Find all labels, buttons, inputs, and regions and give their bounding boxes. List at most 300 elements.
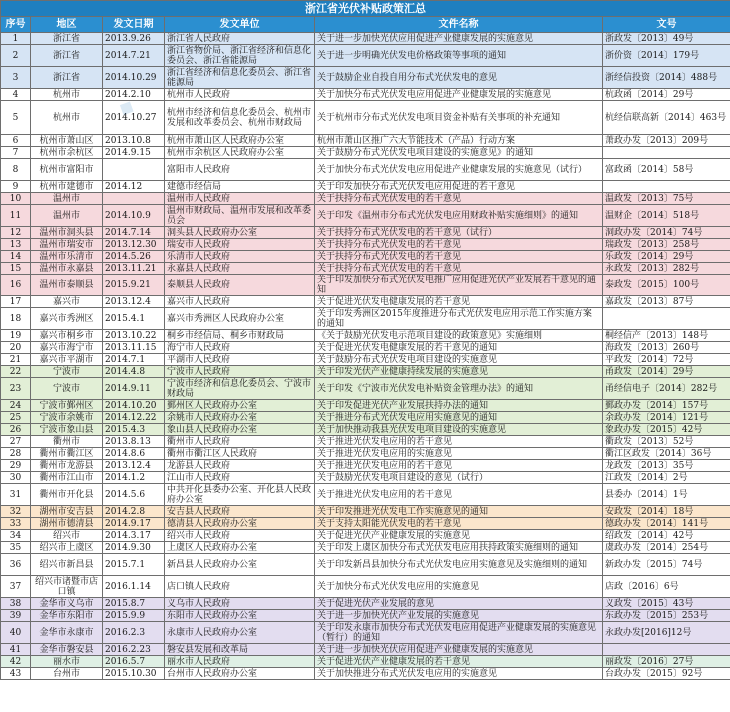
- cell-no: 24: [1, 400, 31, 412]
- cell-region: 温州市永嘉县: [31, 263, 103, 275]
- cell-issuer: 东阳市人民政府办公室: [165, 610, 315, 622]
- cell-doc-name: 关于印发《温州市分布式光伏发电应用财政补贴实施细则》的通知: [315, 205, 603, 227]
- cell-date: 2016.2.23: [103, 644, 165, 656]
- table-row: [1, 436, 730, 448]
- cell-doc-name: 关于印发新昌县加快分布式光伏发电应用实施意见及实施细则的通知: [315, 554, 603, 576]
- table-row: [1, 484, 730, 506]
- table-row: [1, 506, 730, 518]
- cell-doc-number: 甬政发〔2014〕29号: [603, 366, 730, 378]
- cell-doc-name: 关于进一步明确光伏发电价格政策等事项的通知: [315, 45, 603, 67]
- cell-doc-name: 关于鼓励分布式光伏发电项目建设的实施意见: [315, 354, 603, 366]
- cell-doc-number: 江政发〔2014〕2号: [603, 472, 730, 484]
- cell-region: 杭州市: [31, 101, 103, 135]
- cell-doc-number: 平政发〔2014〕72号: [603, 354, 730, 366]
- cell-date: 2013.12.4: [103, 296, 165, 308]
- cell-issuer: 衢州市衢江区人民政府: [165, 448, 315, 460]
- cell-no: 40: [1, 622, 31, 644]
- cell-issuer: 富阳市人民政府: [165, 159, 315, 181]
- cell-doc-name: 关于印发光伏产业健康持续发展的实施意见: [315, 366, 603, 378]
- cell-region: 绍兴市新昌县: [31, 554, 103, 576]
- table-row: [1, 89, 730, 101]
- cell-issuer: 宁波市经济和信息化委员会、宁波市财政局: [165, 378, 315, 400]
- cell-issuer: 乐清市人民政府: [165, 251, 315, 263]
- table-row: [1, 668, 730, 680]
- cell-date: 2014.9.17: [103, 518, 165, 530]
- cell-date: 2014.10.20: [103, 400, 165, 412]
- cell-doc-name: 关于印发永康市加快分布式光伏发电应用促进产业健康发展的实施意见（暂行）的通知: [315, 622, 603, 644]
- cell-region: 浙江省: [31, 45, 103, 67]
- cell-region: 温州市瑞安市: [31, 239, 103, 251]
- cell-no: 17: [1, 296, 31, 308]
- cell-issuer: 杭州市经济和信息化委员会、杭州市发展和改革委员会、杭州市财政局: [165, 101, 315, 135]
- cell-doc-number: 桐经信产〔2013〕148号: [603, 330, 730, 342]
- cell-issuer: 德清县人民政府办公室: [165, 518, 315, 530]
- cell-date: 2014.7.1: [103, 354, 165, 366]
- cell-doc-number: 台政办发〔2015〕92号: [603, 668, 730, 680]
- cell-date: 2014.7.14: [103, 227, 165, 239]
- cell-doc-number: 嘉政发〔2013〕87号: [603, 296, 730, 308]
- table-row: [1, 159, 730, 181]
- cell-no: 41: [1, 644, 31, 656]
- cell-region: 金华市东阳市: [31, 610, 103, 622]
- table-row: [1, 378, 730, 400]
- cell-no: 32: [1, 506, 31, 518]
- cell-date: 2014.9.15: [103, 147, 165, 159]
- cell-region: 嘉兴市: [31, 296, 103, 308]
- table-row: [1, 275, 730, 296]
- cell-doc-name: 关于推进光伏发电应用的若干意见: [315, 436, 603, 448]
- table-row: [1, 554, 730, 576]
- cell-no: 28: [1, 448, 31, 460]
- cell-issuer: 衢州市人民政府: [165, 436, 315, 448]
- cell-no: 1: [1, 33, 31, 45]
- cell-doc-name: 关于印发促进光伏产业发展扶持办法的通知: [315, 400, 603, 412]
- table-row: [1, 101, 730, 135]
- cell-doc-name: 杭州市萧山区推广六大节能技术（产品）行动方案: [315, 135, 603, 147]
- cell-date: 2014.10.9: [103, 205, 165, 227]
- cell-region: 温州市洞头县: [31, 227, 103, 239]
- cell-doc-number: 萧政办发〔2013〕209号: [603, 135, 730, 147]
- cell-date: 2015.8.7: [103, 598, 165, 610]
- table-row: [1, 239, 730, 251]
- cell-date: 2014.8.6: [103, 448, 165, 460]
- cell-region: 台州市: [31, 668, 103, 680]
- cell-region: 衢州市: [31, 436, 103, 448]
- cell-doc-name: 关于印发加快分布式光伏发电推广应用促进光伏产业发展若干意见的通知: [315, 275, 603, 296]
- cell-issuer: 新昌县人民政府办公室: [165, 554, 315, 576]
- cell-doc-number: 德政办发〔2014〕141号: [603, 518, 730, 530]
- cell-region: 杭州市: [31, 89, 103, 101]
- cell-no: 35: [1, 542, 31, 554]
- cell-no: 22: [1, 366, 31, 378]
- cell-issuer: 台州市人民政府办公室: [165, 668, 315, 680]
- cell-region: 金华市义乌市: [31, 598, 103, 610]
- cell-doc-number: 衢政发〔2013〕52号: [603, 436, 730, 448]
- cell-no: 25: [1, 412, 31, 424]
- title-row: [1, 1, 730, 17]
- cell-no: 10: [1, 193, 31, 205]
- cell-doc-name: 关于鼓励企业自投自用分布式光伏发电的意见: [315, 67, 603, 89]
- cell-doc-name: 关于进一步加快光伏应用促进产业健康发展的实施意见: [315, 33, 603, 45]
- table-row: [1, 33, 730, 45]
- table-row: [1, 610, 730, 622]
- cell-doc-name: 关于扶持分布式光伏发电的若干意见: [315, 193, 603, 205]
- cell-doc-number: 店政〔2016〕6号: [603, 576, 730, 598]
- cell-doc-name: 关于加快推动我县光伏发电项目建设的实施意见: [315, 424, 603, 436]
- cell-doc-name: 关于推进分布式光伏发电应用实施意见的通知: [315, 412, 603, 424]
- cell-no: 36: [1, 554, 31, 576]
- cell-doc-number: 杭经信联高新〔2014〕463号: [603, 101, 730, 135]
- table-row: [1, 400, 730, 412]
- cell-issuer: 杭州市萧山区人民政府办公室: [165, 135, 315, 147]
- cell-issuer: 瑞安市人民政府: [165, 239, 315, 251]
- cell-doc-name: 关于印发秀洲区2015年度推进分布式光伏发电应用示范工作实施方案的通知: [315, 308, 603, 330]
- cell-doc-name: 关于扶持分布式光伏发电的若干意见: [315, 239, 603, 251]
- cell-date: 2014.10.27: [103, 101, 165, 135]
- cell-doc-number: 甬经信电子〔2014〕282号: [603, 378, 730, 400]
- cell-issuer: 江山市人民政府: [165, 472, 315, 484]
- cell-region: 杭州市萧山区: [31, 135, 103, 147]
- cell-region: 丽水市: [31, 656, 103, 668]
- cell-issuer: 鄞州区人民政府办公室: [165, 400, 315, 412]
- cell-doc-name: 关于鼓励光伏发电项目建设的意见（试行）: [315, 472, 603, 484]
- cell-date: 2014.5.26: [103, 251, 165, 263]
- cell-doc-number: 温财企〔2014〕518号: [603, 205, 730, 227]
- table-row: [1, 598, 730, 610]
- table-row: [1, 622, 730, 644]
- cell-issuer: 洞头县人民政府办公室: [165, 227, 315, 239]
- cell-region: 宁波市余姚市: [31, 412, 103, 424]
- table-row: [1, 412, 730, 424]
- cell-issuer: 平湖市人民政府: [165, 354, 315, 366]
- cell-no: 6: [1, 135, 31, 147]
- cell-region: 浙江省: [31, 33, 103, 45]
- cell-doc-number: 永政办发[2016]12号: [603, 622, 730, 644]
- cell-date: 2015.4.1: [103, 308, 165, 330]
- table-row: [1, 251, 730, 263]
- cell-doc-number: 浙政发〔2013〕49号: [603, 33, 730, 45]
- cell-doc-name: 关于促进光伏产业健康发展的实施意见: [315, 530, 603, 542]
- table-row: [1, 330, 730, 342]
- cell-date: 2013.8.13: [103, 436, 165, 448]
- header-issuer: 发文单位: [165, 17, 315, 33]
- cell-no: 29: [1, 460, 31, 472]
- header-row: [1, 17, 730, 33]
- cell-doc-name: 关于印发上虞区加快分布式光伏发电应用扶持政策实施细则的通知: [315, 542, 603, 554]
- cell-doc-number: 温政发〔2013〕75号: [603, 193, 730, 205]
- cell-region: 嘉兴市秀洲区: [31, 308, 103, 330]
- table-row: [1, 424, 730, 436]
- cell-issuer: 上虞区人民政府办公室: [165, 542, 315, 554]
- cell-date: [103, 193, 165, 205]
- cell-doc-number: 富政函〔2014〕58号: [603, 159, 730, 181]
- header-region: 地区: [31, 17, 103, 33]
- cell-date: 2013.9.26: [103, 33, 165, 45]
- cell-issuer: 浙江省物价局、浙江省经济和信息化委员会、浙江省能源局: [165, 45, 315, 67]
- cell-doc-number: 丽政发〔2016〕27号: [603, 656, 730, 668]
- cell-date: 2016.1.14: [103, 576, 165, 598]
- cell-region: 温州市: [31, 205, 103, 227]
- table-row: [1, 530, 730, 542]
- cell-region: 杭州市富阳市: [31, 159, 103, 181]
- cell-issuer: 绍兴市人民政府: [165, 530, 315, 542]
- cell-doc-number: 龙政发〔2013〕35号: [603, 460, 730, 472]
- cell-no: 37: [1, 576, 31, 598]
- cell-region: 绍兴市上虞区: [31, 542, 103, 554]
- cell-region: 浙江省: [31, 67, 103, 89]
- cell-doc-number: 衢江区政发〔2014〕36号: [603, 448, 730, 460]
- cell-no: 39: [1, 610, 31, 622]
- cell-region: 宁波市: [31, 378, 103, 400]
- cell-date: 2014.2.8: [103, 506, 165, 518]
- cell-issuer: 建德市经信局: [165, 181, 315, 193]
- cell-date: 2014.1.2: [103, 472, 165, 484]
- cell-date: 2015.7.1: [103, 554, 165, 576]
- cell-date: 2014.12: [103, 181, 165, 193]
- cell-no: 42: [1, 656, 31, 668]
- cell-date: 2013.12.4: [103, 460, 165, 472]
- cell-region: 宁波市: [31, 366, 103, 378]
- table-row: [1, 296, 730, 308]
- cell-no: 20: [1, 342, 31, 354]
- cell-date: 2015.4.3: [103, 424, 165, 436]
- cell-no: 8: [1, 159, 31, 181]
- cell-doc-name: 关于杭州市分布式光伏发电项目资金补贴有关事项的补充通知: [315, 101, 603, 135]
- cell-issuer: 店口镇人民政府: [165, 576, 315, 598]
- cell-date: 2014.2.10: [103, 89, 165, 101]
- cell-doc-number: [603, 308, 730, 330]
- cell-issuer: 磐安县发展和改革局: [165, 644, 315, 656]
- cell-no: 13: [1, 239, 31, 251]
- cell-no: 14: [1, 251, 31, 263]
- cell-region: 杭州市建德市: [31, 181, 103, 193]
- cell-issuer: 义乌市人民政府: [165, 598, 315, 610]
- cell-no: 19: [1, 330, 31, 342]
- cell-issuer: 安吉县人民政府: [165, 506, 315, 518]
- cell-no: 11: [1, 205, 31, 227]
- cell-no: 23: [1, 378, 31, 400]
- cell-doc-number: 安政发〔2014〕18号: [603, 506, 730, 518]
- cell-no: 12: [1, 227, 31, 239]
- cell-issuer: 温州市财政局、温州市发展和改革委员会: [165, 205, 315, 227]
- cell-doc-number: 县委办〔2014〕1号: [603, 484, 730, 506]
- cell-issuer: 永康市人民政府办公室: [165, 622, 315, 644]
- cell-region: 绍兴市诸暨市店口镇: [31, 576, 103, 598]
- cell-doc-number: 乐政发〔2014〕29号: [603, 251, 730, 263]
- cell-doc-number: [603, 644, 730, 656]
- cell-doc-name: 关于促进光伏发电健康发展的若干意见: [315, 296, 603, 308]
- cell-no: 15: [1, 263, 31, 275]
- cell-doc-name: 关于鼓励分布式光伏发电项目建设的实施意见》的通知: [315, 147, 603, 159]
- cell-region: 温州市乐清市: [31, 251, 103, 263]
- table-row: [1, 366, 730, 378]
- cell-issuer: 桐乡市经信局、桐乡市财政局: [165, 330, 315, 342]
- cell-date: 2014.5.6: [103, 484, 165, 506]
- table-row: [1, 542, 730, 554]
- cell-doc-number: 虞政办发〔2014〕254号: [603, 542, 730, 554]
- cell-no: 31: [1, 484, 31, 506]
- cell-no: 43: [1, 668, 31, 680]
- cell-doc-name: 关于进一步加快光伏产业发展的实施意见: [315, 610, 603, 622]
- cell-date: 2015.9.21: [103, 275, 165, 296]
- cell-no: 3: [1, 67, 31, 89]
- cell-date: 2015.10.30: [103, 668, 165, 680]
- table-row: [1, 263, 730, 275]
- table-row: [1, 472, 730, 484]
- cell-region: 湖州市德清县: [31, 518, 103, 530]
- cell-region: 湖州市安吉县: [31, 506, 103, 518]
- table-row: [1, 45, 730, 67]
- cell-no: 9: [1, 181, 31, 193]
- cell-region: 绍兴市: [31, 530, 103, 542]
- cell-region: 衢州市江山市: [31, 472, 103, 484]
- cell-issuer: 丽水市人民政府: [165, 656, 315, 668]
- cell-doc-name: 关于促进光伏产业健康发展的若干意见: [315, 656, 603, 668]
- cell-doc-name: 关于推进光伏发电应用的若干意见: [315, 484, 603, 506]
- cell-region: 温州市泰顺县: [31, 275, 103, 296]
- cell-issuer: 泰顺县人民政府: [165, 275, 315, 296]
- cell-doc-number: 杭政函〔2014〕29号: [603, 89, 730, 101]
- cell-no: 34: [1, 530, 31, 542]
- cell-date: 2015.9.9: [103, 610, 165, 622]
- table-row: [1, 460, 730, 472]
- table-body: [1, 33, 730, 680]
- table-row: [1, 576, 730, 598]
- cell-issuer: 宁波市人民政府: [165, 366, 315, 378]
- cell-region: 衢州市龙游县: [31, 460, 103, 472]
- header-doc-name: 文件名称: [315, 17, 603, 33]
- cell-date: 2014.4.8: [103, 366, 165, 378]
- cell-issuer: 永嘉县人民政府: [165, 263, 315, 275]
- cell-region: 杭州市余杭区: [31, 147, 103, 159]
- cell-region: 温州市: [31, 193, 103, 205]
- cell-doc-name: 关于进一步加快光伏应用促进产业健康发展的实施意见: [315, 644, 603, 656]
- cell-no: 26: [1, 424, 31, 436]
- cell-doc-name: 关于支持太阳能光伏发电的若干意见: [315, 518, 603, 530]
- table-title: 浙江省光伏补贴政策汇总: [1, 1, 730, 17]
- cell-doc-name: 关于扶持分布式光伏发电的若干意见: [315, 251, 603, 263]
- cell-date: 2014.10.29: [103, 67, 165, 89]
- header-date: 发文日期: [103, 17, 165, 33]
- cell-doc-number: [603, 181, 730, 193]
- cell-date: [103, 159, 165, 181]
- table-row: [1, 644, 730, 656]
- cell-no: 30: [1, 472, 31, 484]
- cell-region: 金华市磐安县: [31, 644, 103, 656]
- cell-doc-name: 关于加快推进分布式光伏发电应用的实施意见: [315, 668, 603, 680]
- cell-issuer: 余姚市人民政府办公室: [165, 412, 315, 424]
- cell-doc-name: 关于推进光伏发电应用的实施意见: [315, 448, 603, 460]
- cell-doc-name: 关于促进光伏发电健康发展的若干意见的通知: [315, 342, 603, 354]
- table-row: [1, 308, 730, 330]
- cell-doc-name: 关于印发《宁波市光伏发电补贴资金管理办法》的通知: [315, 378, 603, 400]
- cell-doc-number: [603, 147, 730, 159]
- cell-doc-number: 余政办发〔2014〕121号: [603, 412, 730, 424]
- cell-doc-name: 关于扶持分布式光伏发电的若干意见: [315, 263, 603, 275]
- cell-date: 2013.11.21: [103, 263, 165, 275]
- cell-date: 2016.2.3: [103, 622, 165, 644]
- cell-region: 嘉兴市海宁市: [31, 342, 103, 354]
- cell-region: 宁波市象山县: [31, 424, 103, 436]
- cell-region: 嘉兴市平湖市: [31, 354, 103, 366]
- cell-doc-number: 象政办发〔2015〕42号: [603, 424, 730, 436]
- table-row: [1, 135, 730, 147]
- cell-no: 7: [1, 147, 31, 159]
- cell-region: 衢州市衢江区: [31, 448, 103, 460]
- cell-no: 18: [1, 308, 31, 330]
- cell-date: 2014.7.21: [103, 45, 165, 67]
- table-row: [1, 205, 730, 227]
- cell-issuer: 龙游县人民政府: [165, 460, 315, 472]
- cell-no: 33: [1, 518, 31, 530]
- table-row: [1, 342, 730, 354]
- cell-doc-number: 泰政发〔2015〕100号: [603, 275, 730, 296]
- table-row: [1, 448, 730, 460]
- cell-date: 2014.9.11: [103, 378, 165, 400]
- cell-no: 5: [1, 101, 31, 135]
- cell-issuer: 浙江省人民政府: [165, 33, 315, 45]
- cell-no: 16: [1, 275, 31, 296]
- cell-doc-number: 瑞政发〔2013〕258号: [603, 239, 730, 251]
- cell-no: 27: [1, 436, 31, 448]
- table-row: [1, 354, 730, 366]
- cell-doc-name: 《关于鼓励光伏发电示范项目建设的政策意见》实施细则: [315, 330, 603, 342]
- cell-issuer: 杭州市余杭区人民政府办公室: [165, 147, 315, 159]
- cell-issuer: 浙江省经济和信息化委员会、浙江省能源局: [165, 67, 315, 89]
- cell-no: 21: [1, 354, 31, 366]
- cell-date: 2016.5.7: [103, 656, 165, 668]
- cell-doc-number: 新政办发〔2015〕74号: [603, 554, 730, 576]
- cell-doc-name: 关于加快分布式光伏发电应用促进产业健康发展的实施意见（试行）: [315, 159, 603, 181]
- cell-doc-number: 浙价资〔2014〕179号: [603, 45, 730, 67]
- cell-doc-name: 关于印发推进光伏发电工作实施意见的通知: [315, 506, 603, 518]
- cell-date: 2013.12.30: [103, 239, 165, 251]
- table-row: [1, 227, 730, 239]
- table-row: [1, 181, 730, 193]
- header-no: 序号: [1, 17, 31, 33]
- table-row: [1, 656, 730, 668]
- cell-doc-name: 关于促进光伏产业发展的意见: [315, 598, 603, 610]
- cell-issuer: 中共开化县委办公室、开化县人民政府办公室: [165, 484, 315, 506]
- cell-doc-number: 浙经信投资〔2014〕488号: [603, 67, 730, 89]
- cell-doc-number: 鄞政办发〔2014〕157号: [603, 400, 730, 412]
- cell-doc-name: 关于加快分布式光伏发电应用的实施意见: [315, 576, 603, 598]
- header-doc-number: 文号: [603, 17, 730, 33]
- cell-date: 2013.11.15: [103, 342, 165, 354]
- cell-region: 衢州市开化县: [31, 484, 103, 506]
- cell-doc-number: 东政办发〔2015〕253号: [603, 610, 730, 622]
- cell-issuer: 海宁市人民政府: [165, 342, 315, 354]
- cell-date: 2014.12.22: [103, 412, 165, 424]
- cell-doc-number: 绍政发〔2014〕42号: [603, 530, 730, 542]
- cell-no: 4: [1, 89, 31, 101]
- cell-doc-number: 洞政办发〔2014〕74号: [603, 227, 730, 239]
- cell-issuer: 嘉兴市秀洲区人民政府办公室: [165, 308, 315, 330]
- cell-date: 2013.10.22: [103, 330, 165, 342]
- cell-region: 宁波市鄞州区: [31, 400, 103, 412]
- cell-doc-name: 关于推进光伏发电应用的若干意见: [315, 460, 603, 472]
- cell-date: 2014.3.17: [103, 530, 165, 542]
- cell-date: 2013.10.8: [103, 135, 165, 147]
- cell-no: 2: [1, 45, 31, 67]
- cell-date: 2014.9.30: [103, 542, 165, 554]
- cell-doc-name: 关于印发加快分布式光伏发电应用促进的若干意见: [315, 181, 603, 193]
- cell-doc-name: 关于加快分布式光伏发电应用促进产业健康发展的实施意见: [315, 89, 603, 101]
- cell-doc-number: 义政发〔2015〕43号: [603, 598, 730, 610]
- cell-doc-number: 永政发〔2013〕282号: [603, 263, 730, 275]
- cell-issuer: 嘉兴市人民政府: [165, 296, 315, 308]
- cell-doc-number: 海政发〔2013〕260号: [603, 342, 730, 354]
